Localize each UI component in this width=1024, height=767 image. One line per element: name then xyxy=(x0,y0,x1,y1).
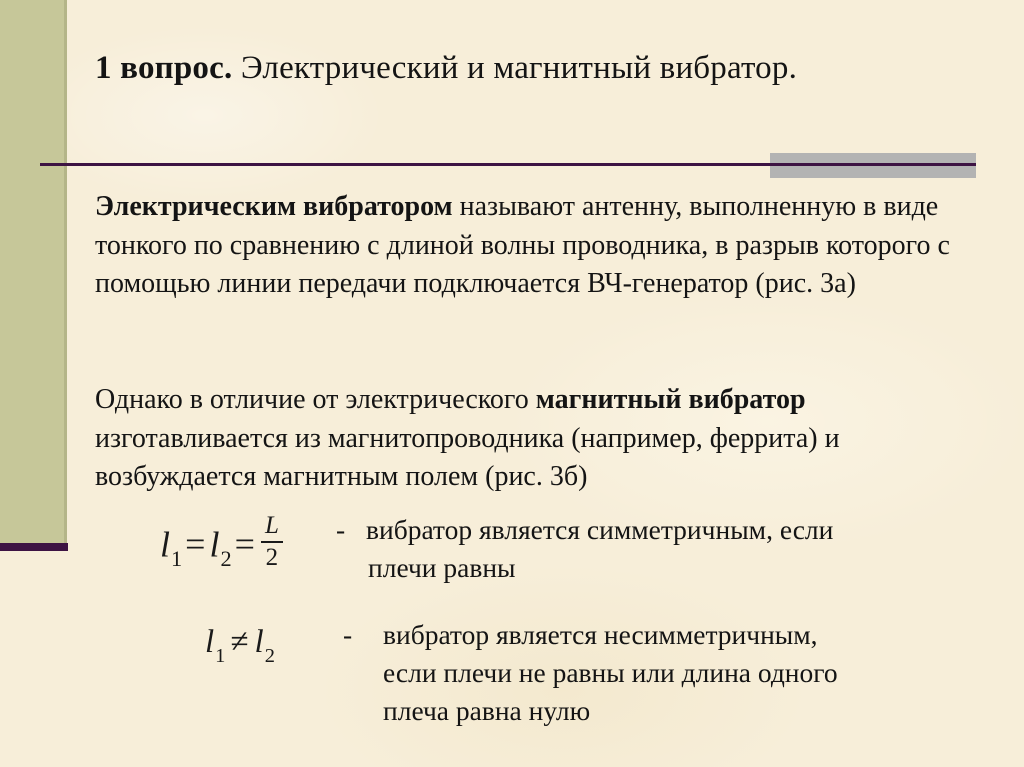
bullet1-dash: - xyxy=(336,514,346,545)
bullet1-line1: вибратор является симметричным, если xyxy=(366,514,834,545)
formula2-var-l2: l xyxy=(254,624,264,660)
slide-title-number: 1 вопрос. xyxy=(95,50,233,86)
formula-asymmetric xyxy=(205,624,274,666)
bullet-symmetric xyxy=(336,511,976,587)
formula1-var-l2: l xyxy=(209,524,220,565)
formula2-sub-1: 1 xyxy=(215,644,226,667)
bullet2-line1: вибратор является несимметричным, xyxy=(383,619,818,650)
bullet2-text xyxy=(383,616,963,730)
formula2-sub-2: 2 xyxy=(264,644,275,667)
paragraph1-text: называют антенну, выполненную в виде тонкого по сравнению с длиной волны проводника, в разрыв которого с помощью линии передачи подключается ВЧ-генератор (рис. 3а) xyxy=(95,191,950,299)
paragraph2-text-pre: Однако в отличие от электрического xyxy=(95,384,536,415)
formula1-sub-2: 2 xyxy=(220,546,232,572)
formula2-not-equal-sign: ≠ xyxy=(230,624,249,660)
bullet2-line2: если плечи не равны или длина одного xyxy=(383,657,838,688)
paragraph1-bold-term: Электрическим вибратором xyxy=(95,191,453,222)
sidebar-accent-cap xyxy=(0,543,68,551)
formula1-fraction-denominator: 2 xyxy=(265,544,279,571)
formula1-fraction xyxy=(261,512,283,572)
paragraph2-text-post: изготавливается из магнитопроводника (например, феррита) и возбуждается магнитным полем (рис. 3б) xyxy=(95,422,840,492)
formula2-var-l1: l xyxy=(205,624,215,660)
formula1-equals-2: = xyxy=(234,524,255,565)
formula1-sub-1: 1 xyxy=(171,546,183,572)
paragraph-electric-vibrator xyxy=(95,188,979,304)
bullet1-text xyxy=(366,511,976,587)
formula1-fraction-numerator: L xyxy=(261,512,283,543)
formula1-var-l1: l xyxy=(160,524,171,565)
bullet2-dash: - xyxy=(343,619,353,650)
paragraph-magnetic-vibrator xyxy=(95,381,979,497)
bullet1-line2: плечи равны xyxy=(368,552,516,583)
bullet-asymmetric xyxy=(343,616,963,730)
slide-title xyxy=(95,48,975,88)
paragraph2-bold-term: магнитный вибратор xyxy=(535,384,806,415)
slide-title-text: Электрический и магнитный вибратор. xyxy=(232,50,798,86)
formula1-equals-1: = xyxy=(185,524,206,565)
divider-line xyxy=(40,163,976,166)
formula-symmetric xyxy=(160,512,283,578)
bullet2-line3: плеча равна нулю xyxy=(383,695,591,726)
sidebar-accent-bar xyxy=(0,0,67,543)
